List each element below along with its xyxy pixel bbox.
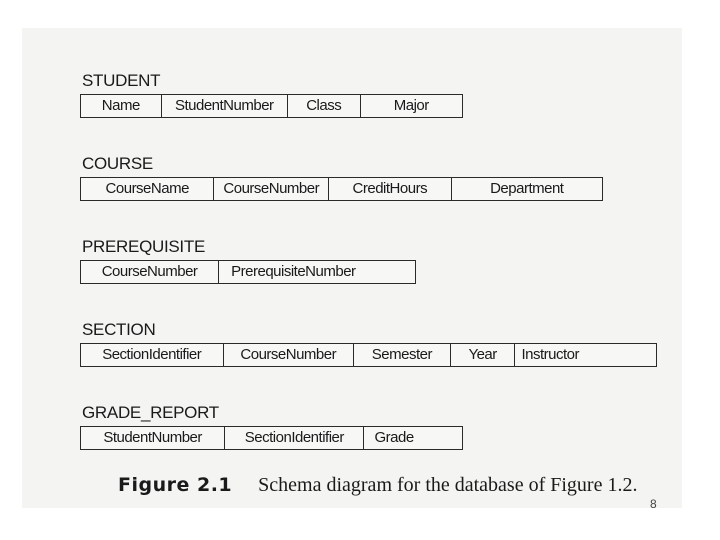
attribute-cell: CourseNumber [81,261,219,283]
relation-name: COURSE [82,154,153,173]
attribute-cell: StudentNumber [81,427,225,449]
caption-text: Schema diagram for the database of Figure 1.2. [258,474,638,496]
page-number: 8 [650,497,657,511]
attribute-cell: Department [490,180,564,197]
relation-student [80,72,463,118]
attribute-cell: Semester [354,344,451,366]
attribute-row [80,426,463,450]
attribute-cell: SectionIdentifier [81,344,224,366]
attribute-cell: PrerequisiteNumber [231,263,356,280]
attribute-row [80,94,463,118]
attribute-cell: Year [451,344,516,366]
relation-section [80,321,657,367]
attribute-cell: Major [393,97,429,114]
attribute-cell: Name [81,95,162,117]
relation-course [80,155,603,201]
attribute-cell: CreditHours [329,178,452,200]
attribute-cell: CourseNumber [224,344,355,366]
attribute-row [80,343,657,367]
relation-name: STUDENT [82,71,161,90]
attribute-cell: Grade [374,429,414,446]
attribute-row [80,177,603,201]
attribute-cell: StudentNumber [162,95,288,117]
relation-name: PREREQUISITE [82,237,205,256]
attribute-row [80,260,416,284]
attribute-cell: CourseName [81,178,214,200]
relation-name: GRADE_REPORT [82,403,219,422]
figure-caption [118,474,637,497]
attribute-cell: SectionIdentifier [225,427,364,449]
attribute-cell: Instructor [521,346,580,363]
figure-label: Figure 2.1 [118,474,233,496]
relation-prerequisite [80,238,416,284]
relation-grade-report [80,404,463,450]
attribute-cell: Class [288,95,361,117]
attribute-cell: CourseNumber [214,178,329,200]
relation-name: SECTION [82,320,156,339]
